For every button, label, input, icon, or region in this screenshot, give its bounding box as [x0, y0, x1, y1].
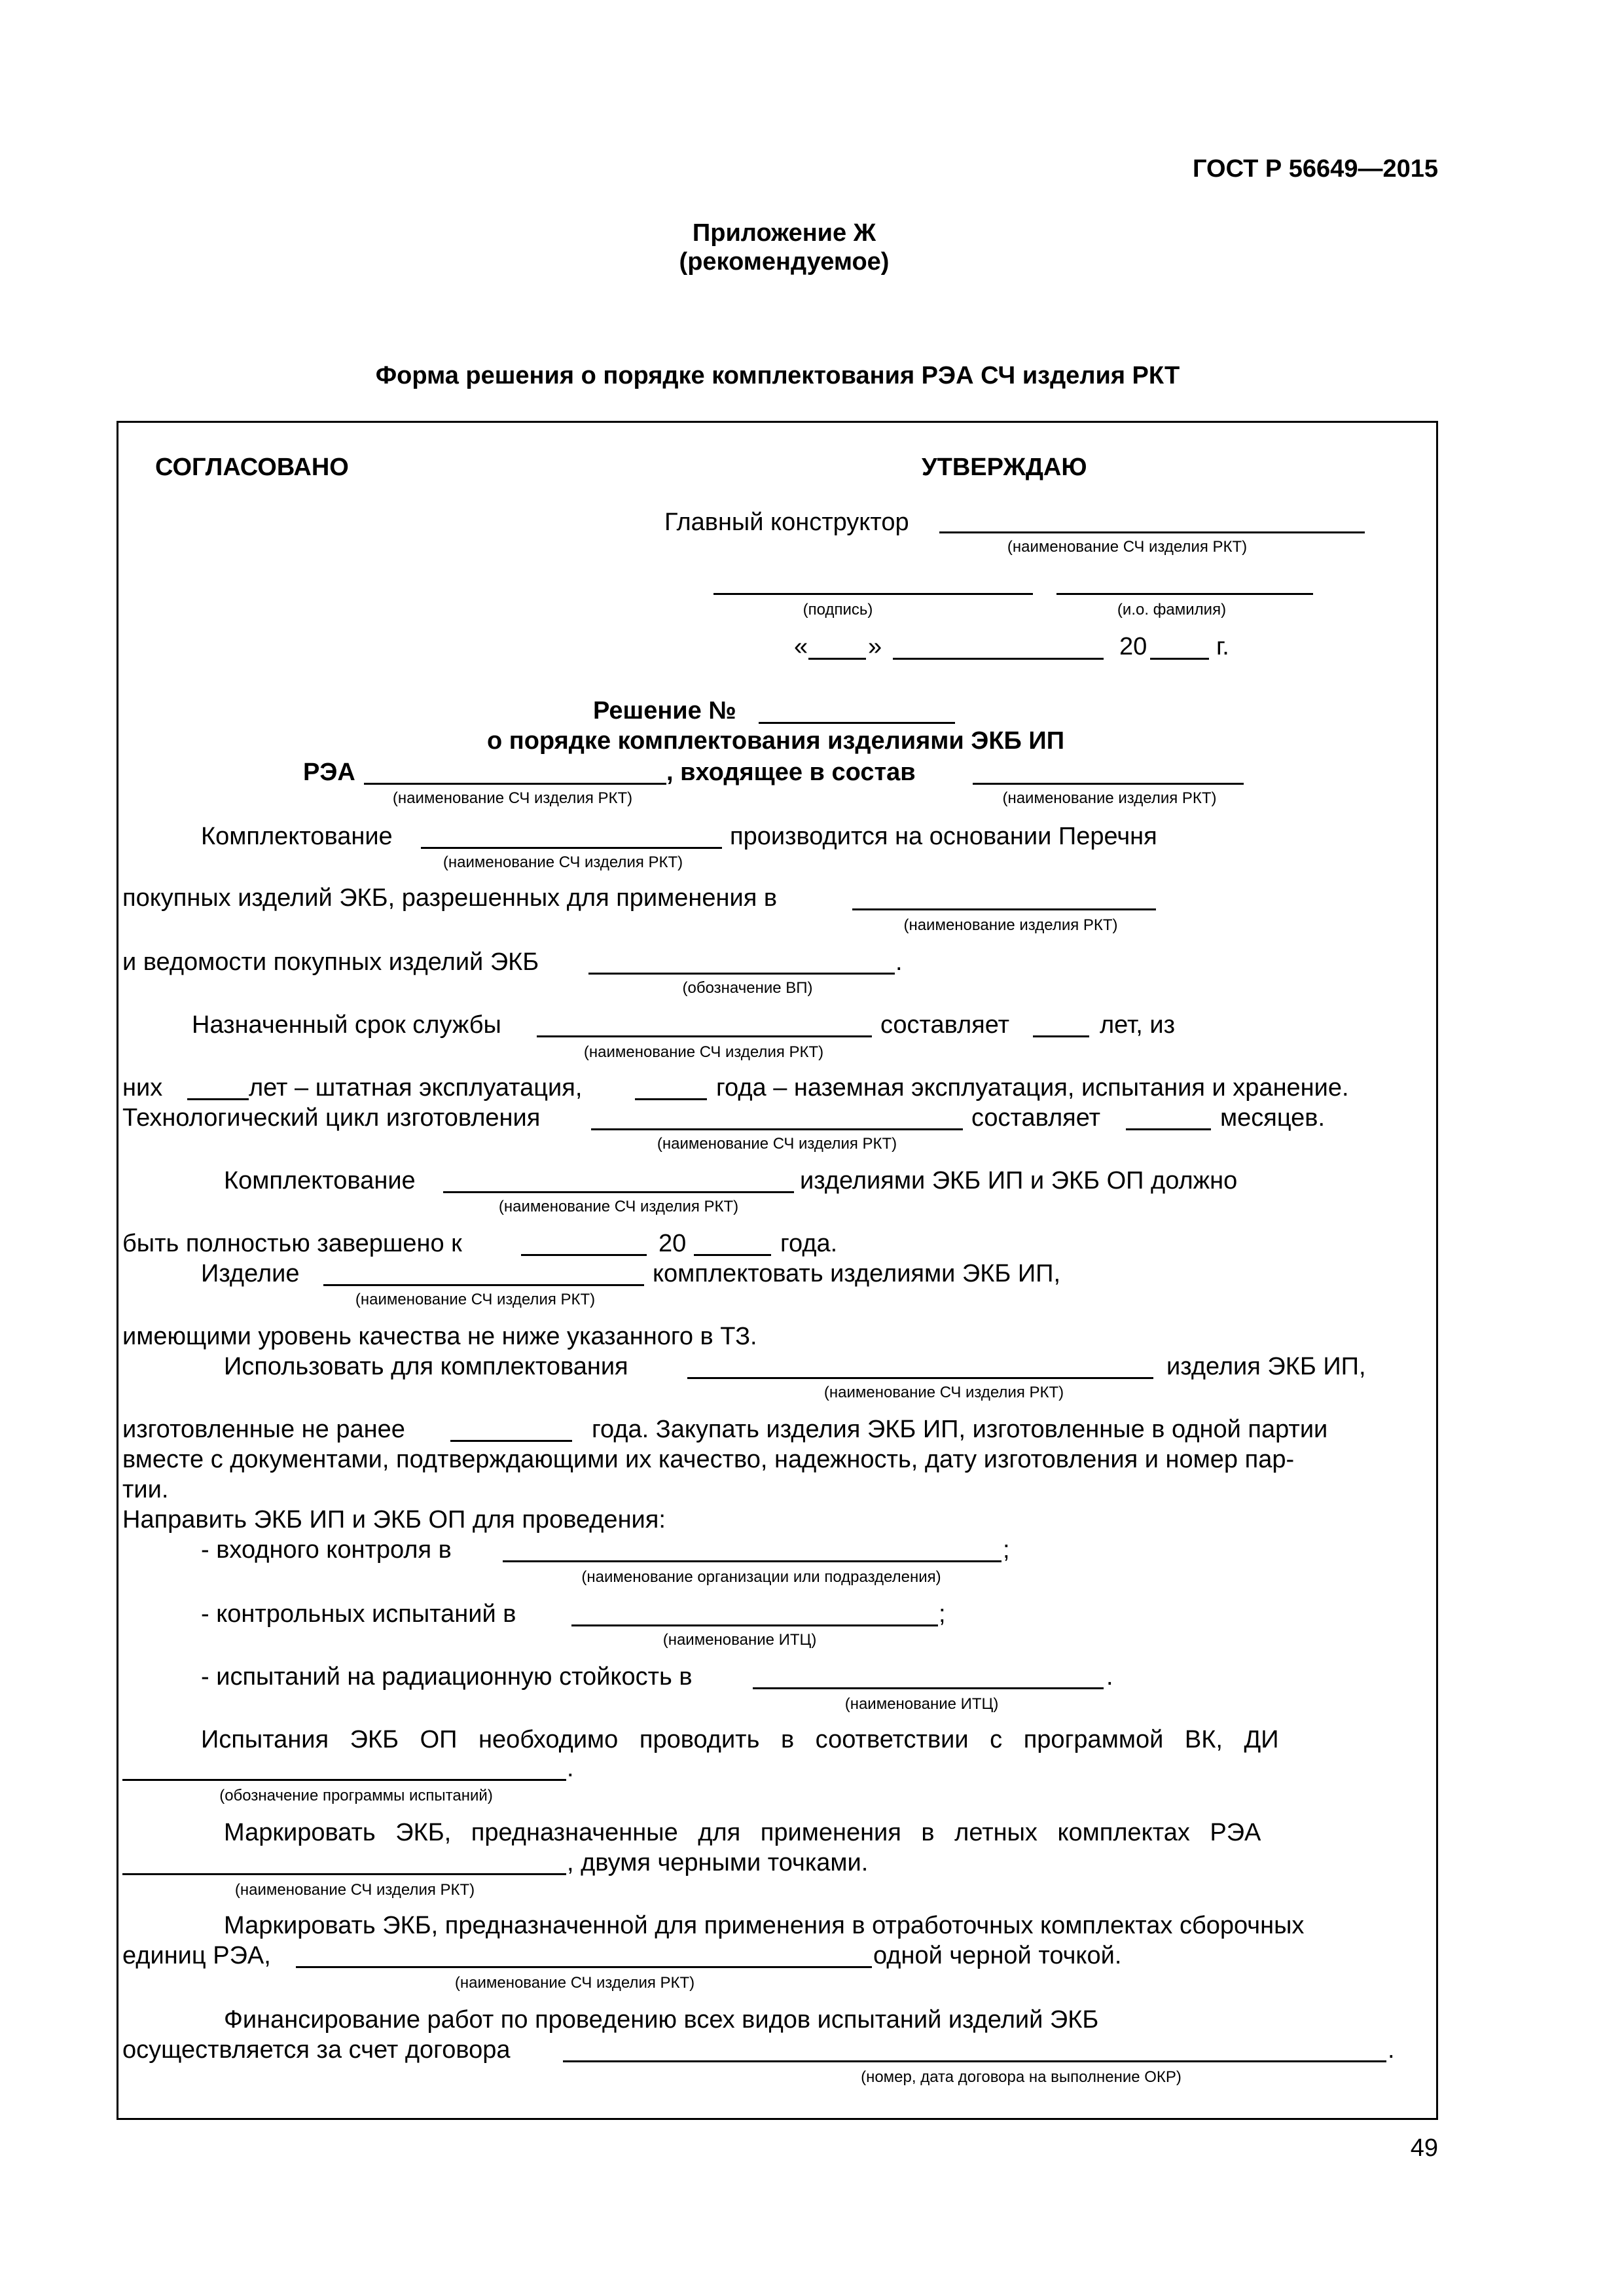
decision-subtitle: о порядке комплектования изделиями ЭКБ ИП — [486, 727, 1065, 755]
p4-hint: (наименование СЧ изделия РКТ) — [583, 1043, 824, 1061]
p14-hint: (наименование организации или подразделения) — [581, 1568, 941, 1586]
p5-text-a: них — [122, 1074, 163, 1102]
date-day-field[interactable] — [808, 658, 866, 660]
p9-text-b: комплектовать изделиями ЭКБ ИП, — [653, 1260, 1061, 1287]
p16-field[interactable] — [753, 1687, 1104, 1689]
p14-text: - входного контроля в — [201, 1536, 452, 1564]
decision-number-field[interactable] — [759, 722, 955, 724]
p12-text-c: вместе с документами, подтверждающими их качество, надежность, дату изготовления и номер пар- — [122, 1446, 1295, 1473]
p1-hint: (наименование СЧ изделия РКТ) — [442, 853, 683, 871]
p8-text-c: года. — [780, 1230, 838, 1257]
p19-text-a: Маркировать ЭКБ, предназначенной для применения в отработочных комплектах сборочных — [224, 1912, 1305, 1939]
date-year-field[interactable] — [1150, 658, 1209, 660]
p11-text-b: изделия ЭКБ ИП, — [1166, 1353, 1366, 1380]
p6-hint: (наименование СЧ изделия РКТ) — [657, 1135, 897, 1153]
p4-years-field[interactable] — [1033, 1035, 1089, 1037]
decision-rea-hint: (наименование СЧ изделия РКТ) — [392, 789, 633, 807]
date-year-prefix: 20 — [1119, 633, 1147, 660]
p1-text-a: Комплектование — [201, 823, 393, 850]
p7-hint: (наименование СЧ изделия РКТ) — [498, 1198, 739, 1215]
p14-field[interactable] — [503, 1560, 1001, 1562]
p6-text-b: составляет — [971, 1104, 1101, 1132]
p16-text: - испытаний на радиационную стойкость в — [201, 1663, 693, 1691]
p20-end: . — [1388, 2036, 1395, 2064]
p4-text-a: Назначенный срок службы — [192, 1011, 501, 1039]
p1-field[interactable] — [421, 847, 722, 849]
decision-title: Решение № — [593, 697, 736, 725]
p7-field[interactable] — [443, 1191, 794, 1193]
p7-text-b: изделиями ЭКБ ИП и ЭКБ ОП должно — [800, 1167, 1238, 1194]
p2-field[interactable] — [852, 908, 1156, 910]
p16-end: . — [1106, 1663, 1113, 1691]
p11-field[interactable] — [687, 1377, 1153, 1379]
p5-text-c: года – наземная эксплуатация, испытания и хранение. — [716, 1074, 1349, 1102]
decision-rea-label: РЭА — [303, 759, 355, 786]
p5-ground-field[interactable] — [635, 1098, 707, 1100]
form-title: Форма решения о порядке комплектования РЭА СЧ изделия РКТ — [375, 362, 1180, 389]
p2-hint: (наименование изделия РКТ) — [903, 916, 1118, 934]
p19-hint: (наименование СЧ изделия РКТ) — [454, 1974, 695, 1992]
p8-date-field[interactable] — [521, 1254, 647, 1256]
p18-text-a: Маркировать ЭКБ, предназначенные для применения в летных комплектах РЭА — [224, 1819, 1261, 1846]
p2-text: покупных изделий ЭКБ, разрешенных для применения в — [122, 884, 778, 912]
p5-years-field[interactable] — [187, 1098, 249, 1100]
p20-hint: (номер, дата договора на выполнение ОКР) — [861, 2068, 1182, 2086]
p15-text: - контрольных испытаний в — [201, 1600, 516, 1628]
appendix-title: Приложение Ж — [692, 219, 876, 247]
p3-field[interactable] — [588, 973, 895, 975]
date-year-suffix: г. — [1216, 633, 1229, 660]
signature-hint: (подпись) — [803, 601, 873, 619]
p13-text: Направить ЭКБ ИП и ЭКБ ОП для проведения: — [122, 1506, 666, 1534]
p9-hint: (наименование СЧ изделия РКТ) — [355, 1291, 596, 1308]
decision-parent-field[interactable] — [973, 783, 1244, 785]
decision-rea-field[interactable] — [364, 783, 666, 785]
p7-text-a: Комплектование — [224, 1167, 416, 1194]
date-month-field[interactable] — [893, 658, 1104, 660]
p20-text-a: Финансирование работ по проведению всех видов испытаний изделий ЭКБ — [224, 2006, 1099, 2034]
date-quote-open: « — [794, 633, 808, 660]
p6-item-field[interactable] — [591, 1128, 963, 1130]
p12-date-field[interactable] — [450, 1440, 572, 1442]
p12-text-d: тии. — [122, 1476, 169, 1503]
p10-text: имеющими уровень качества не ниже указанного в ТЗ. — [122, 1323, 757, 1350]
p8-year-field[interactable] — [694, 1254, 771, 1256]
p17-text: Испытания ЭКБ ОП необходимо проводить в соответствии с программой ВК, ДИ — [201, 1726, 1279, 1753]
p15-field[interactable] — [571, 1624, 938, 1626]
p17-end: . — [567, 1755, 574, 1782]
p19-text-b: единиц РЭА, — [122, 1942, 271, 1969]
page-number: 49 — [1410, 2134, 1438, 2162]
p3-text: и ведомости покупных изделий ЭКБ — [122, 948, 539, 976]
p9-text-a: Изделие — [201, 1260, 300, 1287]
p6-text-c: месяцев. — [1220, 1104, 1326, 1132]
p19-field[interactable] — [296, 1966, 872, 1968]
full-name-field[interactable] — [1056, 593, 1313, 595]
p20-text-b: осуществляется за счет договора — [122, 2036, 511, 2064]
p8-year-prefix: 20 — [659, 1230, 687, 1257]
approve-label: УТВЕРЖДАЮ — [922, 454, 1087, 481]
p17-field[interactable] — [122, 1779, 566, 1781]
p9-field[interactable] — [323, 1284, 644, 1286]
p12-text-b: года. Закупать изделия ЭКБ ИП, изготовленные в одной партии — [592, 1416, 1328, 1443]
p5-text-b: лет – штатная эксплуатация, — [249, 1074, 583, 1102]
p12-text-a: изготовленные не ранее — [122, 1416, 405, 1443]
p18-text-b: , двумя черными точками. — [567, 1849, 869, 1876]
p3-dot: . — [895, 948, 903, 976]
agreed-label: СОГЛАСОВАНО — [155, 454, 349, 481]
p19-text-c: одной черной точкой. — [873, 1942, 1122, 1969]
chief-item-hint: (наименование СЧ изделия РКТ) — [1007, 538, 1248, 556]
full-name-hint: (и.о. фамилия) — [1117, 601, 1227, 619]
p11-text-a: Использовать для комплектования — [224, 1353, 628, 1380]
p4-text-b: составляет — [880, 1011, 1010, 1039]
p20-field[interactable] — [563, 2060, 1386, 2062]
p3-hint: (обозначение ВП) — [682, 979, 813, 997]
date-quote-close: » — [868, 633, 882, 660]
appendix-status: (рекомендуемое) — [679, 248, 890, 276]
decision-parent-hint: (наименование изделия РКТ) — [1002, 789, 1217, 807]
p14-end: ; — [1003, 1536, 1010, 1564]
decision-part-of: , входящее в состав — [666, 759, 916, 786]
p18-field[interactable] — [122, 1873, 566, 1875]
p4-text-c: лет, из — [1100, 1011, 1176, 1039]
p11-hint: (наименование СЧ изделия РКТ) — [823, 1384, 1064, 1401]
p15-hint: (наименование ИТЦ) — [662, 1631, 817, 1649]
signature-field[interactable] — [713, 593, 1033, 595]
standard-number: ГОСТ Р 56649—2015 — [1193, 155, 1438, 183]
p17-hint: (обозначение программы испытаний) — [219, 1787, 493, 1804]
p6-text-a: Технологический цикл изготовления — [122, 1104, 541, 1132]
p15-end: ; — [939, 1600, 946, 1628]
chief-designer-label: Главный конструктор — [664, 509, 909, 536]
chief-item-field[interactable] — [939, 531, 1365, 533]
p18-hint: (наименование СЧ изделия РКТ) — [234, 1881, 475, 1899]
p8-text-a: быть полностью завершено к — [122, 1230, 462, 1257]
p6-months-field[interactable] — [1126, 1128, 1211, 1130]
p1-text-b: производится на основании Перечня — [730, 823, 1157, 850]
p16-hint: (наименование ИТЦ) — [844, 1695, 999, 1713]
p4-item-field[interactable] — [537, 1035, 872, 1037]
